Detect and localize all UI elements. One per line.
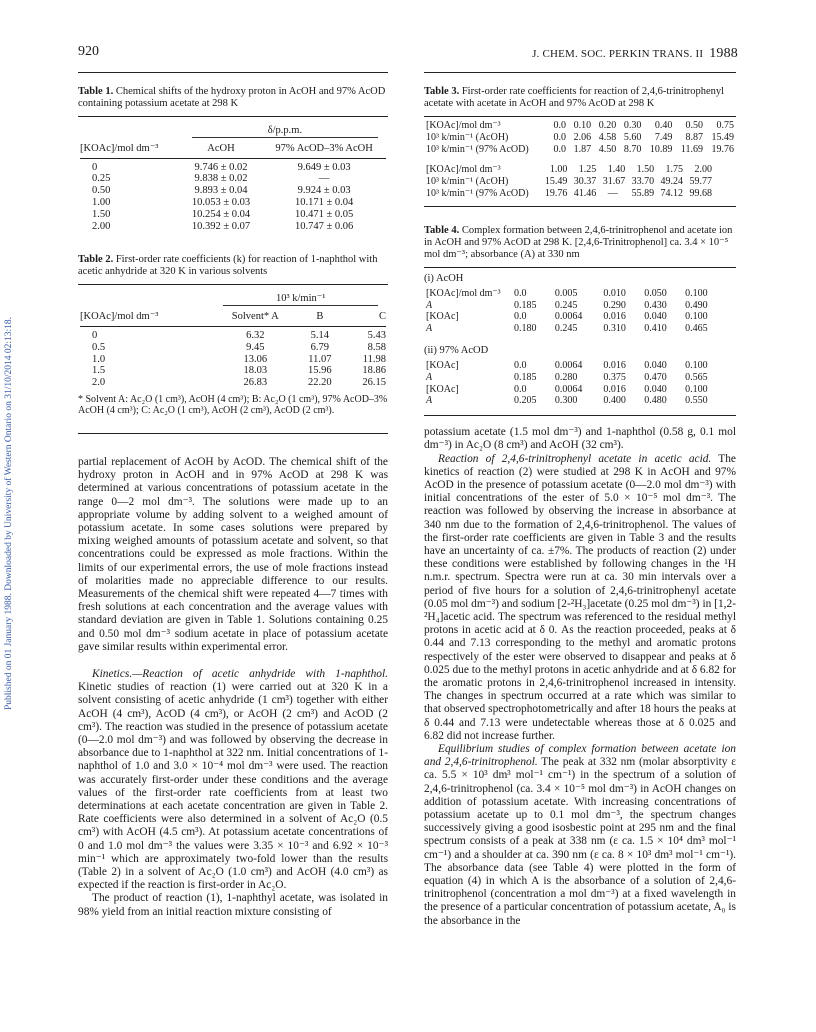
journal-year: 1988: [709, 46, 738, 61]
paragraph: Equilibrium studies of complex formation between acetate ion and 2,4,6-trinitrophenol. The peak at 332 nm (molar absorptivity ε ca. 5.5 × 10³ dm³ mol⁻¹ cm⁻¹) in the spectrum of a solution of 2,4,6-trinitrophenol (ca. 3.4 × 10⁻⁵ mol dm⁻³) in AcOH changes on addition of potassium acetate. With increasing concentrations of potassium acetate up to 0.1 mol dm⁻³, the spectrum changes successively giving a good isosbestic point at 295 nm and the final spectrum consists of a peak at 338 nm (ε ca. 1.5 × 10⁴ dm³ mol⁻¹ cm⁻¹) and a shoulder at ca. 390 nm (ε ca. 8 × 10³ dm³ mol⁻¹ cm⁻¹). The absorbance data (see Table 4) were plotted in the form of equation (4) in which A is the absorbance of a solution of 2,4,6-trinitrophenol (concentration a mol dm⁻³) at a fixed wavelength in the presence of a particular concentration of potassium acetate, A₀ is the absorbance in the: [424, 743, 736, 927]
table-row: 0.25 9.838 ± 0.02 —: [92, 173, 330, 185]
paragraph: Kinetics.—Reaction of acetic anhydride with 1-naphthol. Kinetic studies of reaction (1) were carried out at 320 K in a solvent consisting of acetic anhydride (1 cm³) together with either AcOH (4 cm³), AcOD (4 cm³), or AcOH (2 cm³) and AcOD (2 cm³). The reaction was studied in the presence of potassium acetate (0—2.0 mol dm⁻³) and was followed by observing the decrease in absorbance due to 1-naphthol at 322 nm. Initial concentrations of 1-naphthol of 1.0 and 3.0 × 10⁻⁴ mol dm⁻³ were used. The reaction was accurately first-order under these conditions and the average values of the first-order rate coefficients from at least two determinations at each acetate concentration are given in Table 2. Rate coefficients were also determined in a solvent of Ac₂O (0.5 cm³) with AcOH (4.5 cm³). At potassium acetate concentrations of 0 and 1.0 mol dm⁻³ the values were 3.35 × 10⁻³ and 6.92 × 10⁻³ min⁻¹ which are approximately two-fold lower than the results (Table 2) in a solvent of Ac₂O (1.0 cm³) and AcOH (4.0 cm³) as expected if the reaction is first-order in Ac₂O.: [78, 668, 388, 892]
table-4-caption: Table 4. Complex formation between 2,4,6-trinitrophenol and acetate ion in AcOH and 97% AcOD at 298 K. [2,4,6-Trinitrophenol] ca. 3.4 × 10⁻⁵ mol dm⁻³; absorbance (A) at 330 nm: [424, 224, 733, 260]
table-4-section-1: (i) AcOH: [424, 272, 464, 284]
table-row: [KOAc] 0.0 0.0064 0.016 0.040 0.100: [426, 383, 708, 395]
table-row: 1.00 10.053 ± 0.03 10.171 ± 0.04: [92, 196, 354, 208]
paragraph: potassium acetate (1.5 mol dm⁻³) and 1-naphthol (0.58 g, 0.1 mol dm⁻³) in Ac₂O (8 cm³) and AcOH (32 cm³).: [424, 426, 736, 452]
header-rule-left: [78, 72, 388, 73]
table-row: A 0.180 0.245 0.310 0.410 0.465: [426, 323, 708, 335]
paragraph: Reaction of 2,4,6-trinitrophenyl acetate in acetic acid. The kinetics of reaction (2) were studied at 298 K in AcOH and 97% AcOD in the presence of potassium acetate (0—2.0 mol dm⁻³) with initial concentrations of the ester of 5.0 × 10⁻⁵ mol dm⁻³. The reaction was followed by observing the increase in absorbance at 340 nm due to the formation of 2,4,6-trinitrophenol. The values of the first-order rate coefficients are given in Table 3 and the results have an uncertainty of ca. ±7%. The products of reaction (2) under these conditions were established by following changes in the ¹H n.m.r. spectrum. Spectra were run at ca. 30 min intervals over a period of five hours for a solution of 2,4,6-trinitrophenyl acetate (0.05 mol dm⁻³) and sodium [2-²H₃]acetate (0.25 mol dm⁻³) in [1,2-²H₄]acetic acid. The spectrum was referenced to the residual methyl protons in acetic acid at δ 0. As the reaction proceeded, peaks at δ 0.44 and 7.13 corresponding to the methyl and aromatic protons respectively of the ester were observed to disappear and peaks at δ 0.025 due to the methyl protons in acetic anhydride and at δ 6.82 for the aromatic protons in 2,4,6-trinitrophenol increased in intensity. The changes in spectrum occurred at a rate which was similar to that observed spectrophotometrically and after 18 hours the peaks at δ 0.44 and 7.13 were undetectable whereas those at δ 0.025 and 6.82 did not increase further.: [424, 452, 736, 742]
table-3-block-2: [424, 164, 714, 199]
table-row: 10³ k/min⁻¹ (AcOH) 15.49 30.37 31.67 33.70 49.24 59.77: [426, 176, 712, 188]
download-notice: Published on 01 January 1988. Downloaded by University of Western Ontario on 31/10/2014 02:13:18.: [4, 316, 14, 710]
table-row: 0 6.32 5.14 5.43: [92, 329, 386, 341]
table-1-col-header: AcOH: [207, 142, 235, 154]
table-4-section-2: (ii) 97% AcOD: [424, 344, 489, 356]
table-row: 2.00 10.392 ± 0.07 10.747 ± 0.06: [92, 220, 354, 232]
table-row: 0.5 9.45 6.79 8.58: [92, 341, 386, 353]
table-1-caption: Table 1. Chemical shifts of the hydroxy proton in AcOH and 97% AcOD containing potassium acetate at 298 K: [78, 86, 386, 109]
table-1-col-header: [KOAc]/mol dm⁻³: [80, 142, 159, 154]
table-1-group-header: δ/p.p.m.: [267, 125, 303, 136]
table-row: [KOAc]/mol dm⁻³ 0.0 0.005 0.010 0.050 0.100: [426, 287, 708, 299]
table-2-col-header: C: [378, 311, 386, 323]
journal-name: J. CHEM. SOC. PERKIN TRANS. II: [532, 48, 704, 60]
table-row: A 0.185 0.280 0.375 0.470 0.565: [426, 371, 708, 383]
table-4-grid-1: [424, 288, 724, 335]
table-2-footnote: * Solvent A: Ac₂O (1 cm³), AcOH (4 cm³); B: Ac₂O (1 cm³), 97% AcOD–3% AcOH (4 cm³); C: Ac₂O (1 cm³), AcOH (2 cm³), AcOD (2 cm³).: [78, 393, 388, 417]
table-4-grid-2: [424, 360, 724, 407]
table-1-grid: [78, 125, 388, 232]
table-2-col-header: B: [316, 311, 324, 323]
table-3: [424, 86, 736, 207]
table-1: [78, 86, 388, 232]
table-row: [KOAc] 0.0 0.0064 0.016 0.040 0.100: [426, 311, 708, 323]
table-2-group-header: 10³ k/min⁻¹: [275, 293, 326, 305]
table-3-block-1: [424, 120, 736, 155]
tables-end-rule: [78, 433, 388, 434]
table-row: 1.5 18.03 15.96 18.86: [92, 365, 386, 377]
table-row: 10³ k/min⁻¹ (AcOH) 0.0 2.06 4.58 5.60 7.49 8.87 15.49: [426, 131, 734, 143]
table-4: [424, 225, 736, 416]
table-2-caption: Table 2. First-order rate coefficients (k) for reaction of 1-naphthol with acetic anhydride at 320 K in various solvents: [78, 254, 378, 278]
right-column: [424, 86, 736, 928]
left-body-text: [78, 456, 388, 919]
table-3-caption: Table 3. First-order rate coefficients for reaction of 2,4,6-trinitrophenyl acetate with acetate in AcOH and 97% AcOD at 298 K: [424, 86, 725, 109]
table-2-col-header: Solvent* A: [231, 311, 279, 323]
table-2-col-header: [KOAc]/mol dm⁻³: [80, 311, 159, 323]
table-row: 10³ k/min⁻¹ (97% AcOD) 0.0 1.87 4.50 8.70 10.89 11.69 19.76: [426, 143, 734, 155]
table-row: A 0.185 0.245 0.290 0.430 0.490: [426, 299, 708, 311]
table-row: [KOAc]/mol dm⁻³ 1.00 1.25 1.40 1.50 1.75 2.00: [426, 164, 712, 176]
table-row: 2.0 26.83 22.20 26.15: [92, 377, 386, 389]
table-row: 10³ k/min⁻¹ (97% AcOD) 19.76 41.46 — 55.89 74.12 99.68: [426, 187, 712, 199]
table-row: 1.0 13.06 11.07 11.98: [92, 353, 386, 365]
running-head: [532, 46, 738, 62]
table-1-col-header: 97% AcOD–3% AcOH: [275, 142, 373, 154]
table-2: [78, 254, 388, 417]
right-body-text: [424, 426, 736, 928]
page-number: 920: [78, 44, 99, 59]
table-row: 0 9.746 ± 0.02 9.649 ± 0.03: [92, 161, 351, 173]
table-row: 0.50 9.893 ± 0.04 9.924 ± 0.03: [92, 185, 351, 197]
table-row: A 0.205 0.300 0.400 0.480 0.550: [426, 395, 708, 407]
paragraph: The product of reaction (1), 1-naphthyl acetate, was isolated in 98% yield from an initial reaction mixture consisting of: [78, 892, 388, 918]
paragraph: partial replacement of AcOH by AcOD. The chemical shift of the hydroxy proton in AcOH and in 97% AcOD at 298 K was determined at various concentrations of potassium acetate in the range 0—2 mol dm⁻³. The solutions were made up to an appropriate volume by adding solvent to a weighed amount of potassium acetate. In some cases solutions were prepared by mixing weighed amounts of potassium acetate and solvent, so that concentrations could be expressed as mole fractions. Within the limits of our experimental errors, the use of mole fractions instead of molarities made no appreciable difference to our results. Measurements of the chemical shift were repeated 4—7 times with fresh solutions at each concentration and the average values with standard deviation are given in Table 1. Solutions containing 0.25 and 0.50 mol dm⁻³ sodium acetate in place of potassium acetate gave similar results within experimental error.: [78, 455, 388, 653]
table-row: [KOAc] 0.0 0.0064 0.016 0.040 0.100: [426, 359, 708, 371]
header-rule-right: [424, 72, 736, 73]
left-column: [78, 86, 388, 919]
table-row: [KOAc]/mol dm⁻³ 0.0 0.10 0.20 0.30 0.40 0.50 0.75: [426, 120, 734, 131]
table-2-grid: [78, 293, 388, 389]
table-row: 1.50 10.254 ± 0.04 10.471 ± 0.05: [92, 208, 354, 220]
